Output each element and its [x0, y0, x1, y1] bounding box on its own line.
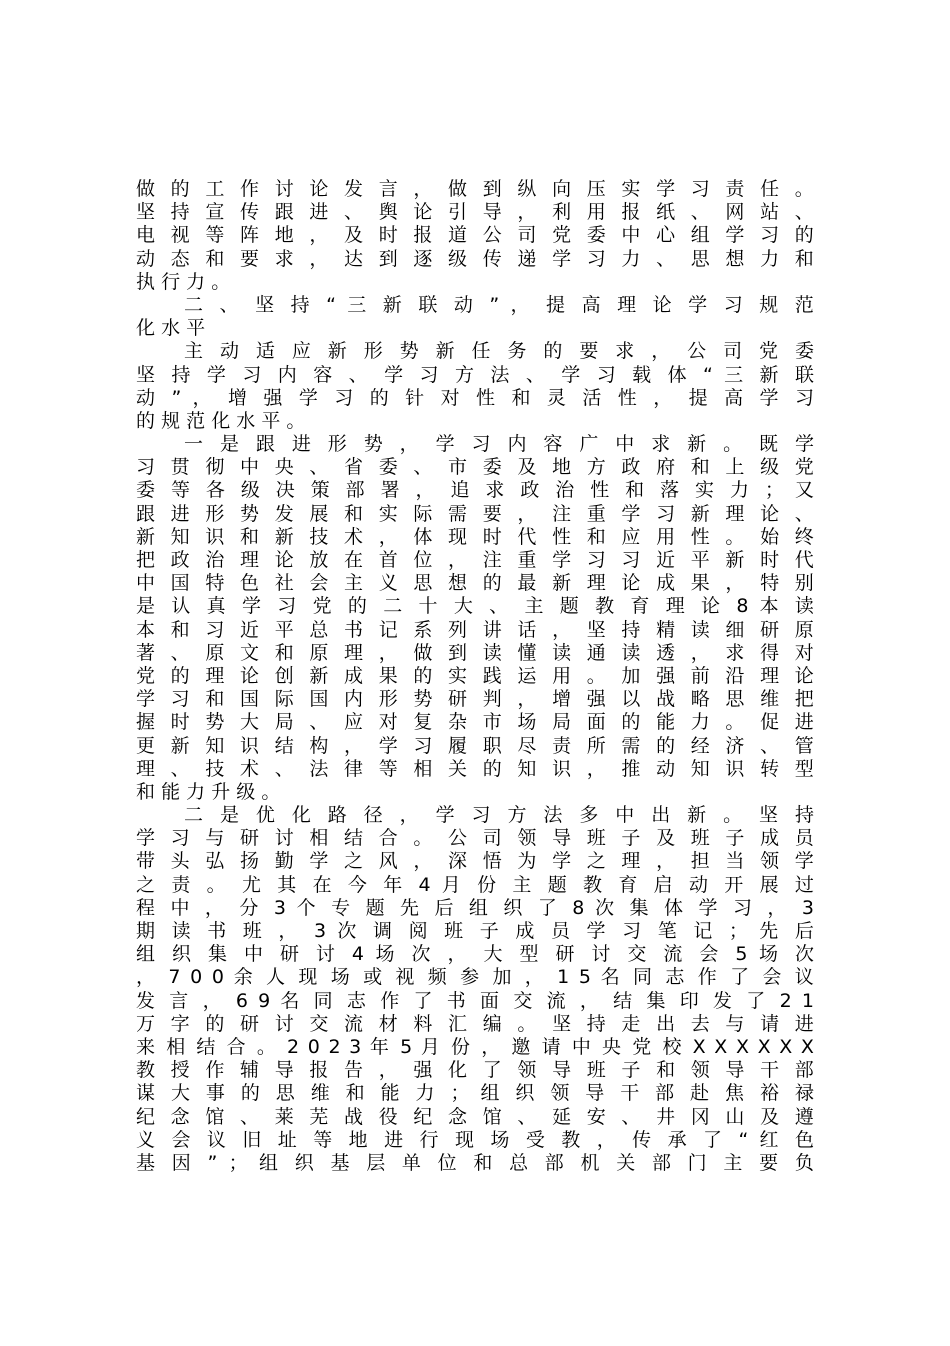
text-line: 基 因 ” ； 组 织 基 层 单 位 和 总 部 机 关 部 门 主 要 负 — [136, 1151, 814, 1174]
text-line: 动 态 和 要 求 ， 达 到 逐 级 传 递 学 习 力 、 思 想 力 和 — [136, 247, 814, 270]
text-line: 党 的 理 论 创 新 成 果 的 实 践 运 用 。 加 强 前 沿 理 论 — [136, 664, 814, 687]
text-line: 握 时 势 大 局 、 应 对 复 杂 市 场 局 面 的 能 力 。 促 进 — [136, 711, 814, 734]
text-line: 学 习 和 国 际 国 内 形 势 研 判 ， 增 强 以 战 略 思 维 把 — [136, 688, 814, 711]
text-line: 新 知 识 和 新 技 术 ， 体 现 时 代 性 和 应 用 性 。 始 终 — [136, 525, 814, 548]
text-line: 组 织 集 中 研 讨 4 场 次 ， 大 型 研 讨 交 流 会 5 场 次 — [136, 943, 814, 966]
text-line: 理 、 技 术 、 法 律 等 相 关 的 知 识 ， 推 动 知 识 转 型 — [136, 757, 814, 780]
text-line: 做 的 工 作 讨 论 发 言 ， 做 到 纵 向 压 实 学 习 责 任 。 — [136, 178, 814, 200]
text-line: 来 相 结 合 。 2 0 2 3 年 5 月 份 ， 邀 请 中 央 党 校 X X X X X X — [136, 1035, 814, 1058]
text-line: 程 中 ， 分 3 个 专 题 先 后 组 织 了 8 次 集 体 学 习 ， 3 — [136, 896, 814, 919]
text-line: 电 视 等 阵 地 ， 及 时 报 道 公 司 党 委 中 心 组 学 习 的 — [136, 224, 814, 247]
document-page — [136, 178, 814, 1175]
text-line: 纪 念 馆 、 莱 芜 战 役 纪 念 馆 、 延 安 、 井 冈 山 及 遵 — [136, 1105, 814, 1128]
text-line: 是 认 真 学 习 党 的 二 十 大 、 主 题 教 育 理 论 8 本 读 — [136, 595, 814, 618]
text-line: 学 习 与 研 讨 相 结 合 。 公 司 领 导 班 子 及 班 子 成 员 — [136, 827, 814, 850]
text-line: 把 政 治 理 论 放 在 首 位 ， 注 重 学 习 习 近 平 新 时 代 — [136, 549, 814, 571]
text-line: 二 是 优 化 路 径 ， 学 习 方 法 多 中 出 新 。 坚 持 — [184, 804, 814, 827]
text-line: 期 读 书 班 ， 3 次 调 阅 班 子 成 员 学 习 笔 记 ； 先 后 — [136, 920, 814, 942]
text-line: 委 等 各 级 决 策 部 署 ， 追 求 政 治 性 和 落 实 力 ； 又 — [136, 479, 814, 502]
text-line: 主 动 适 应 新 形 势 新 任 务 的 要 求 ， 公 司 党 委 — [184, 340, 814, 363]
text-line: 和 能 力 升 级 。 — [136, 780, 281, 803]
text-line: 坚 持 宣 传 跟 进 、 舆 论 引 导 ， 利 用 报 纸 、 网 站 、 — [136, 201, 814, 224]
text-line: 的 规 范 化 水 平 。 — [136, 409, 306, 432]
text-line: 义 会 议 旧 址 等 地 进 行 现 场 受 教 ， 传 承 了 “ 红 色 — [136, 1128, 814, 1151]
text-line: 带 头 弘 扬 勤 学 之 风 ， 深 悟 为 学 之 理 ， 担 当 领 学 — [136, 850, 814, 873]
text-line: 跟 进 形 势 发 展 和 实 际 需 要 ， 注 重 学 习 新 理 论 、 — [136, 502, 814, 525]
text-line: 习 贯 彻 中 央 、 省 委 、 市 委 及 地 方 政 府 和 上 级 党 — [136, 456, 814, 479]
text-line: ， 7 0 0 余 人 现 场 或 视 频 参 加 ， 1 5 名 同 志 作 了 会 议 — [136, 966, 814, 989]
text-line: 二 、 坚 持 “ 三 新 联 动 ” ， 提 高 理 论 学 习 规 范 — [184, 293, 814, 316]
text-line: 万 字 的 研 讨 交 流 材 料 汇 编 。 坚 持 走 出 去 与 请 进 — [136, 1012, 814, 1035]
text-line: 之 责 。 尤 其 在 今 年 4 月 份 主 题 教 育 启 动 开 展 过 — [136, 873, 814, 896]
text-line: 坚 持 学 习 内 容 、 学 习 方 法 、 学 习 载 体 “ 三 新 联 — [136, 363, 814, 386]
text-line: 化 水 平 — [136, 317, 206, 340]
text-line: 更 新 知 识 结 构 ， 学 习 履 职 尽 责 所 需 的 经 济 、 管 — [136, 734, 814, 757]
text-line: 谋 大 事 的 思 维 和 能 力 ； 组 织 领 导 干 部 赴 焦 裕 禄 — [136, 1082, 814, 1105]
text-line: 动 ” ， 增 强 学 习 的 针 对 性 和 灵 活 性 ， 提 高 学 习 — [136, 386, 814, 409]
text-line: 执 行 力 。 — [136, 270, 231, 293]
text-line: 中 国 特 色 社 会 主 义 思 想 的 最 新 理 论 成 果 ， 特 别 — [136, 572, 814, 595]
text-line: 本 和 习 近 平 总 书 记 系 列 讲 话 ， 坚 持 精 读 细 研 原 — [136, 618, 814, 641]
text-line: 发 言 ， 6 9 名 同 志 作 了 书 面 交 流 ， 结 集 印 发 了 2 1 — [136, 989, 814, 1012]
text-line: 教 授 作 辅 导 报 告 ， 强 化 了 领 导 班 子 和 领 导 干 部 — [136, 1059, 814, 1082]
text-line: 一 是 跟 进 形 势 ， 学 习 内 容 广 中 求 新 。 既 学 — [184, 433, 814, 456]
text-line: 著 、 原 文 和 原 理 ， 做 到 读 懂 读 通 读 透 ， 求 得 对 — [136, 641, 814, 664]
